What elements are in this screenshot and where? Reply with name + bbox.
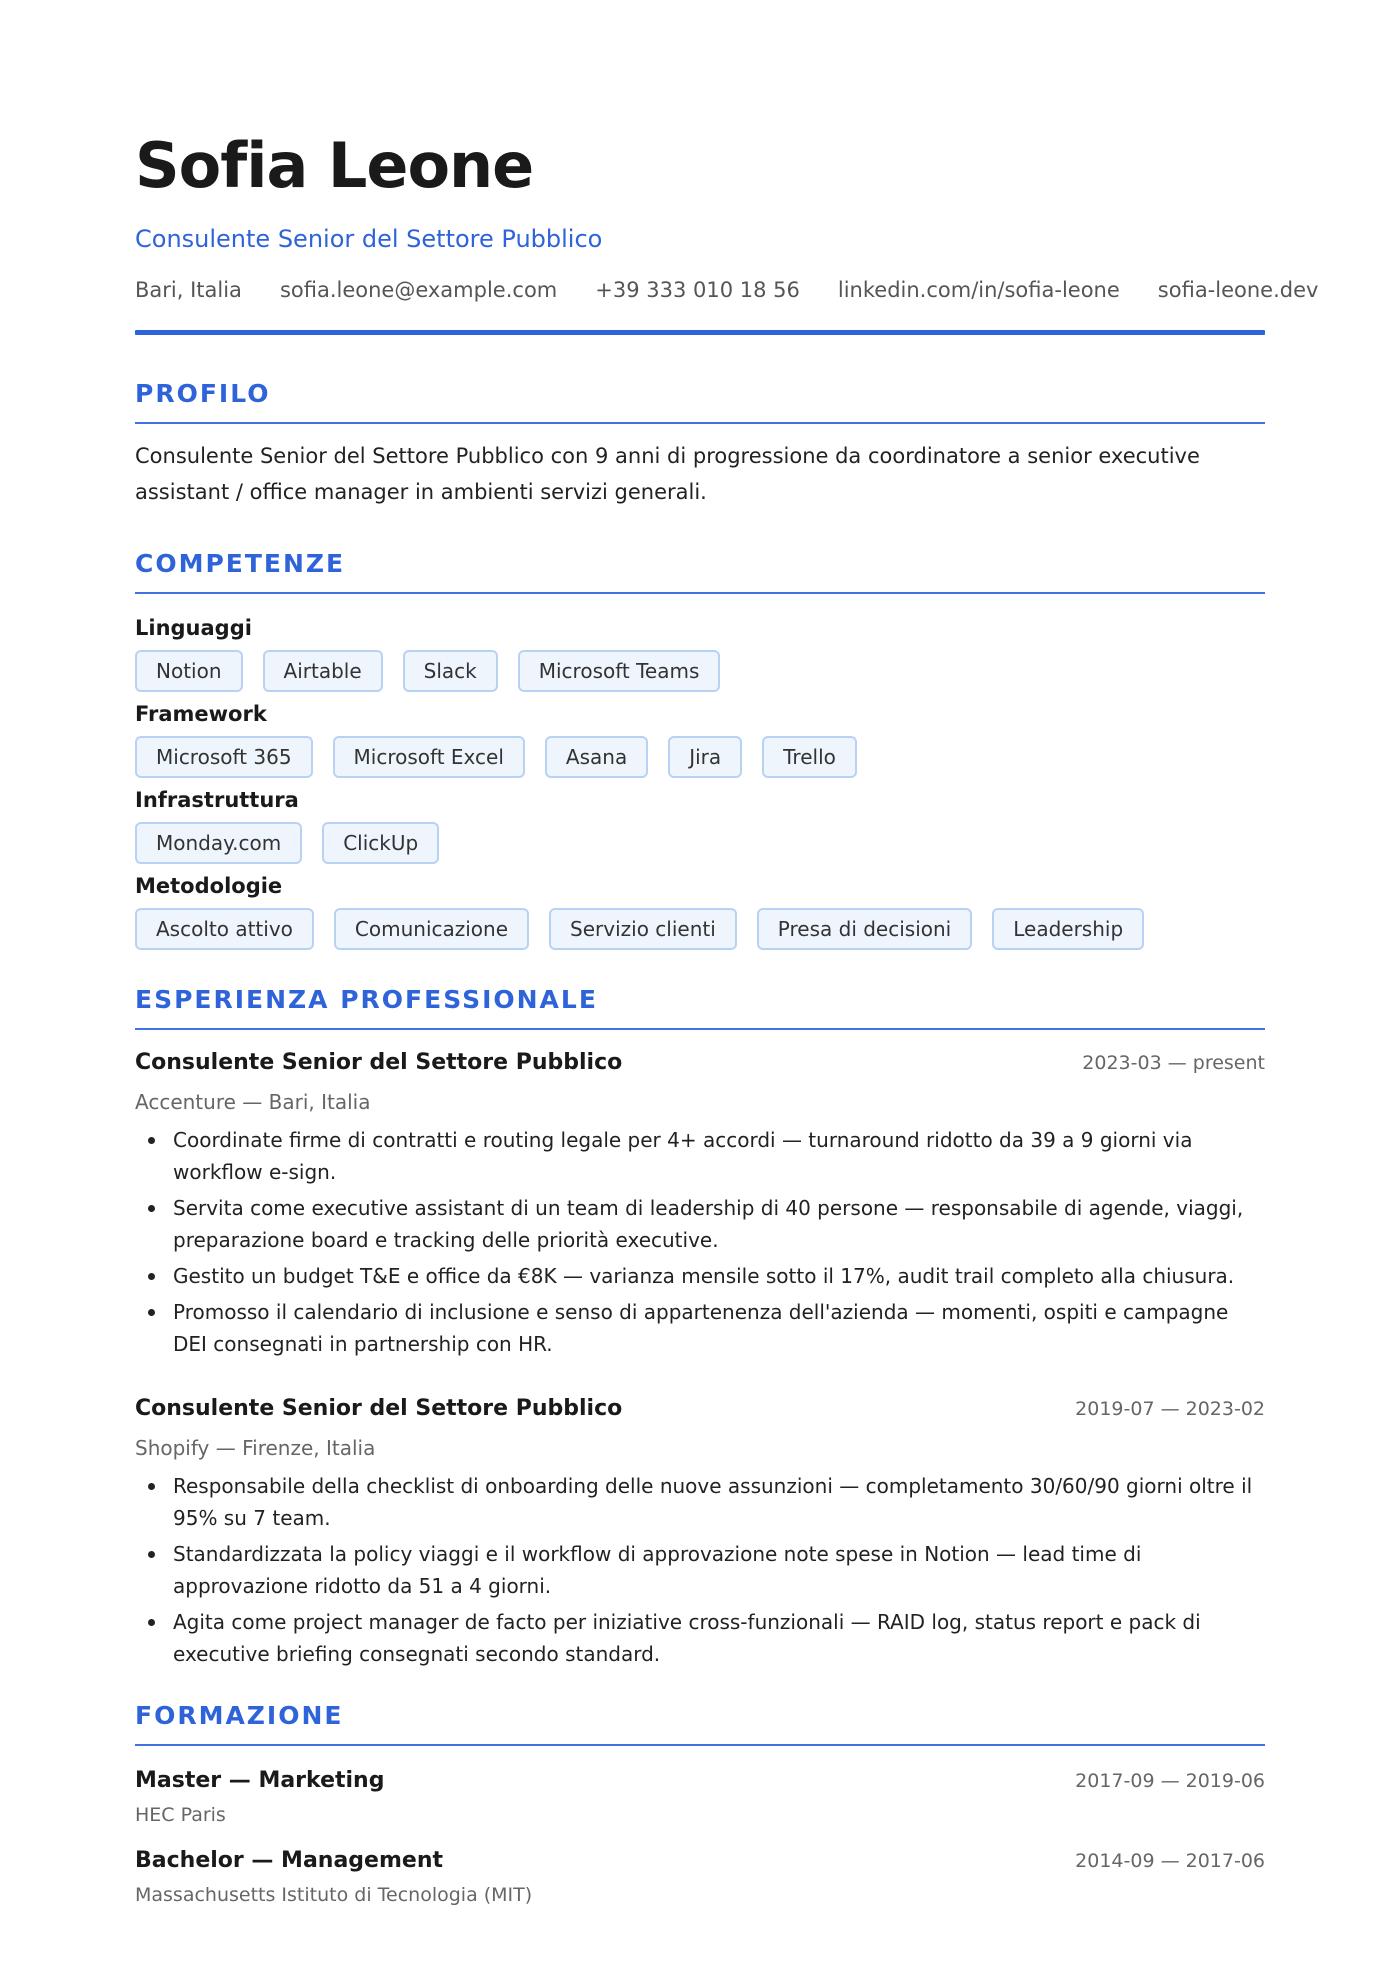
contact-location: Bari, Italia: [135, 278, 242, 302]
job-title: Consulente Senior del Settore Pubblico: [135, 1050, 623, 1075]
skill-group-languages: [135, 614, 1265, 692]
skill-chip: ClickUp: [322, 822, 439, 864]
job-entry: [135, 1394, 1265, 1670]
experience-section: [135, 984, 1265, 1670]
section-title-experience: ESPERIENZA PROFESSIONALE: [135, 985, 598, 1014]
profile-summary: Consulente Senior del Settore Pubblico con 9 anni di progressione da coordinatore a senior executive assistant / office manager in ambienti servizi generali.: [135, 444, 1200, 504]
job-bullet: Responsabile della checklist di onboarding delle nuove assunzioni — completamento 30/60/90 giorni oltre il 95% su 7 team.: [135, 1470, 1265, 1534]
job-dates: 2019-07 — 2023-02: [1075, 1398, 1265, 1420]
education-dates: 2017-09 — 2019-06: [1075, 1770, 1265, 1792]
skill-chip: Comunicazione: [334, 908, 529, 950]
job-company: Shopify — Firenze, Italia: [135, 1436, 376, 1460]
section-divider: [135, 1744, 1265, 1746]
skill-chip: Servizio clienti: [549, 908, 737, 950]
skills-section: [135, 548, 1265, 950]
section-divider: [135, 422, 1265, 424]
job-bullet: Servita come executive assistant di un team di leadership di 40 persone — responsabile di agende, viaggi, preparazione board e tracking delle priorità executive.: [135, 1192, 1265, 1256]
skill-chip: Microsoft 365: [135, 736, 313, 778]
job-bullet: Gestito un budget T&E e office da €8K — varianza mensile sotto il 17%, audit trail completo alla chiusura.: [135, 1260, 1265, 1292]
education-entry: [135, 1846, 1265, 1908]
headline: Consulente Senior del Settore Pubblico: [135, 225, 603, 253]
skill-chip: Ascolto attivo: [135, 908, 314, 950]
job-title: Consulente Senior del Settore Pubblico: [135, 1396, 623, 1421]
contact-linkedin[interactable]: linkedin.com/in/sofia-leone: [837, 278, 1120, 302]
skill-group-infrastructure: [135, 786, 1265, 864]
job-bullet: Agita come project manager de facto per iniziative cross-funzionali — RAID log, status report e pack di executive briefing consegnati secondo standard.: [135, 1606, 1265, 1670]
education-dates: 2014-09 — 2017-06: [1075, 1850, 1265, 1872]
skill-chip: Notion: [135, 650, 243, 692]
contact-website[interactable]: sofia-leone.dev: [1157, 278, 1319, 302]
education-school: HEC Paris: [135, 1804, 226, 1826]
skill-chip: Monday.com: [135, 822, 302, 864]
skill-group-label: Linguaggi: [135, 616, 252, 640]
education-degree: Master — Marketing: [135, 1768, 385, 1793]
job-bullets: [135, 1124, 1265, 1360]
skill-chip: Microsoft Excel: [333, 736, 525, 778]
skill-group-frameworks: [135, 700, 1265, 778]
education-entry: [135, 1766, 1265, 1828]
job-dates: 2023-03 — present: [1082, 1052, 1265, 1074]
job-company: Accenture — Bari, Italia: [135, 1090, 371, 1114]
skill-group-label: Metodologie: [135, 874, 283, 898]
resume-header: [135, 128, 1319, 335]
section-title-skills: COMPETENZE: [135, 549, 346, 578]
section-divider: [135, 1028, 1265, 1030]
profile-section: [135, 378, 1265, 510]
education-school: Massachusetts Istituto di Tecnologia (MIT): [135, 1884, 533, 1906]
skill-group-label: Framework: [135, 702, 267, 726]
job-entry: [135, 1048, 1265, 1360]
contact-email[interactable]: sofia.leone@example.com: [279, 278, 558, 302]
skill-chip: Microsoft Teams: [518, 650, 721, 692]
section-divider: [135, 592, 1265, 594]
person-name: Sofia Leone: [135, 129, 534, 202]
skill-chip: Trello: [762, 736, 857, 778]
contact-phone[interactable]: +39 333 010 18 56: [595, 278, 800, 302]
section-title-profile: PROFILO: [135, 379, 271, 408]
header-divider: [135, 330, 1265, 335]
skill-chip: Jira: [668, 736, 742, 778]
skill-chip: Airtable: [263, 650, 383, 692]
education-section: [135, 1700, 1265, 1908]
skill-chip: Presa di decisioni: [757, 908, 972, 950]
job-bullet: Coordinate firme di contratti e routing legale per 4+ accordi — turnaround ridotto da 39 a 9 giorni via workflow e-sign.: [135, 1124, 1265, 1188]
job-bullet: Promosso il calendario di inclusione e senso di appartenenza dell'azienda — momenti, ospiti e campagne DEI consegnati in partnership con HR.: [135, 1296, 1265, 1360]
skill-group-methodologies: [135, 872, 1265, 950]
skill-chip: Asana: [545, 736, 648, 778]
job-bullets: [135, 1470, 1265, 1670]
education-degree: Bachelor — Management: [135, 1848, 443, 1873]
skill-group-label: Infrastruttura: [135, 788, 299, 812]
section-title-education: FORMAZIONE: [135, 1701, 344, 1730]
skill-chip: Slack: [403, 650, 498, 692]
skill-chip: Leadership: [992, 908, 1144, 950]
job-bullet: Standardizzata la policy viaggi e il workflow di approvazione note spese in Notion — lead time di approvazione ridotto da 51 a 4 giorni.: [135, 1538, 1265, 1602]
contact-list: [135, 276, 1319, 304]
